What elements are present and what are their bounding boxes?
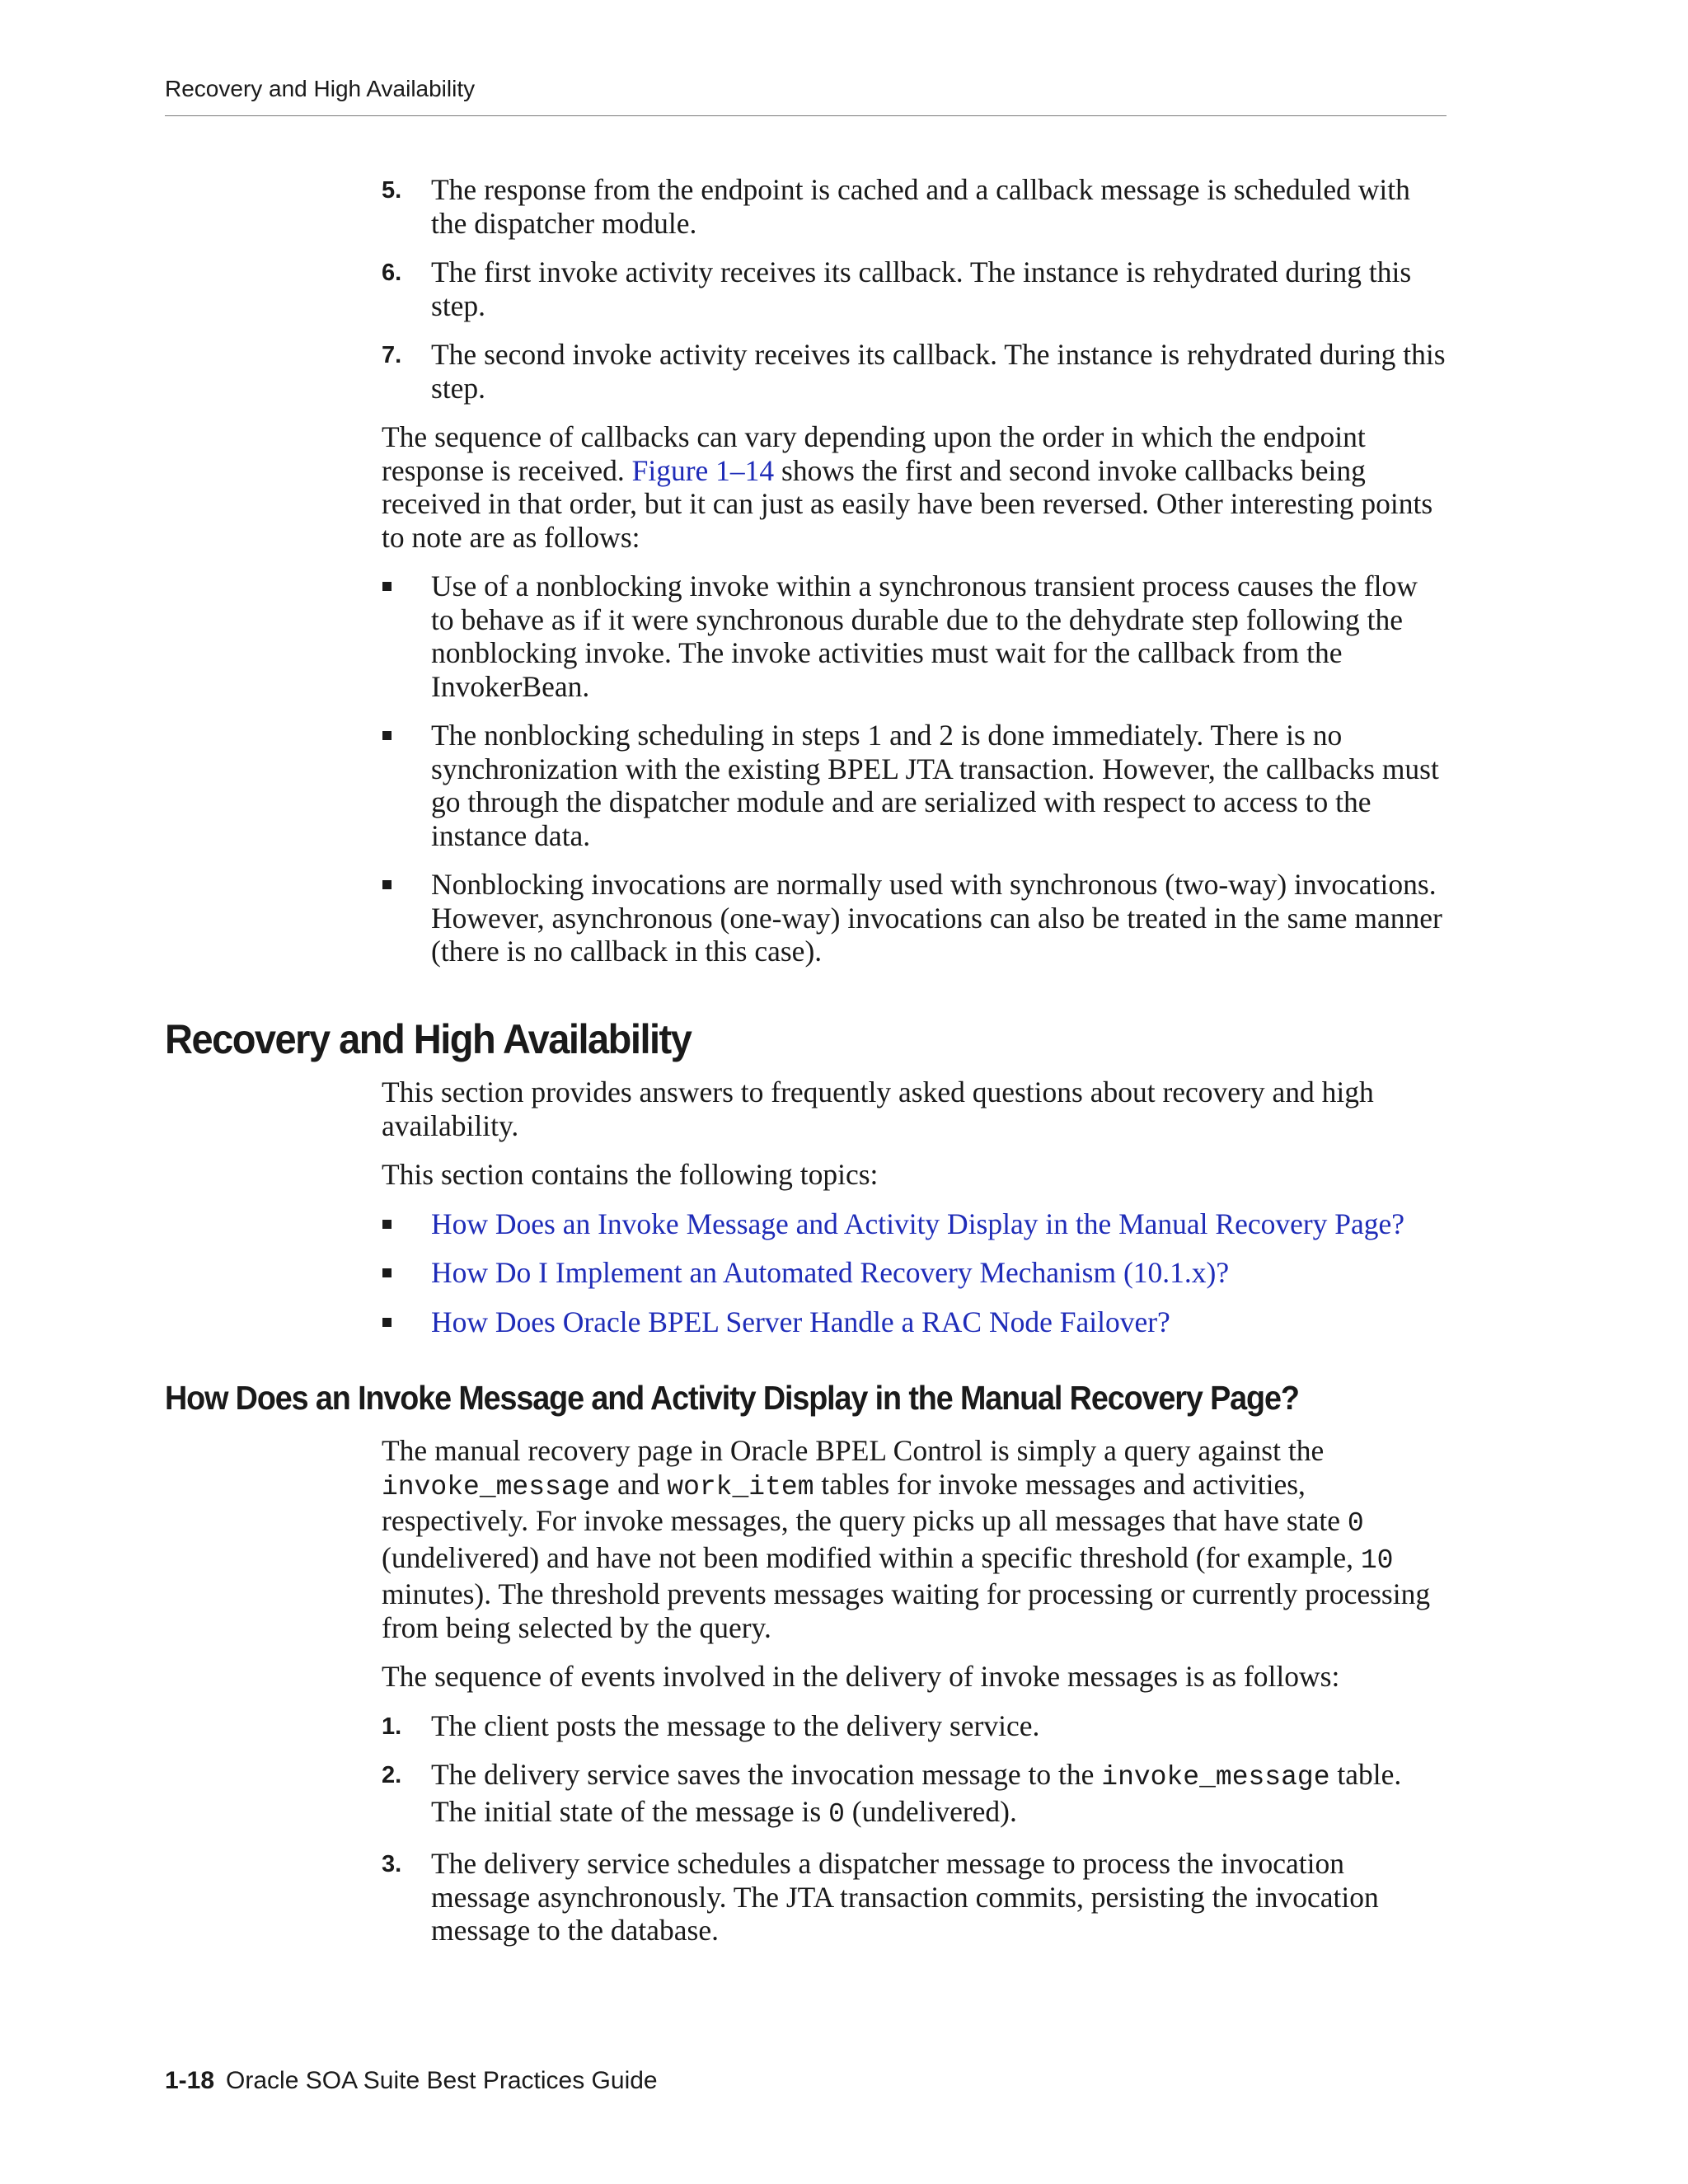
topic-item bbox=[382, 1256, 1447, 1290]
step-text: The delivery service schedules a dispatcher message to process the invocation message asynchronously. The JTA transaction commits, persisting the invocation message to the database. bbox=[431, 1847, 1379, 1947]
bullet-icon bbox=[382, 1220, 392, 1229]
bullet-text: The nonblocking scheduling in steps 1 and 2 is done immediately. There is no synchronization with the existing BPEL JTA transaction. However, the callbacks must go through the dispatcher module and are serialized with respect to access to the instance data. bbox=[431, 719, 1439, 852]
bullet-icon bbox=[382, 582, 392, 591]
text-run: The manual recovery page in Oracle BPEL Control is simply a query against the bbox=[382, 1434, 1325, 1467]
bullet-icon bbox=[382, 1318, 392, 1327]
code-invoke-message: invoke_message bbox=[382, 1471, 611, 1502]
topic-item bbox=[382, 1207, 1447, 1241]
bullet-icon bbox=[382, 1268, 392, 1277]
topic-item bbox=[382, 1305, 1447, 1339]
code-state: 0 bbox=[828, 1798, 845, 1830]
step-text: (undelivered). bbox=[851, 1794, 1017, 1828]
step-number: 2. bbox=[382, 1762, 402, 1788]
book-title: Oracle SOA Suite Best Practices Guide bbox=[226, 2067, 658, 2094]
subsection-body bbox=[382, 1434, 1447, 1947]
page-number: 1-18 bbox=[165, 2067, 215, 2094]
header-divider bbox=[165, 115, 1447, 116]
subsection-heading: How Does an Invoke Message and Activity Display in the Manual Recovery Page? bbox=[165, 1379, 1299, 1417]
list-number: 5. bbox=[382, 177, 402, 204]
section-body bbox=[382, 1076, 1447, 1338]
topic-link[interactable]: How Does an Invoke Message and Activity Display in the Manual Recovery Page? bbox=[431, 1207, 1405, 1240]
list-item bbox=[382, 173, 1447, 240]
bullet-icon bbox=[382, 731, 392, 740]
step-text: The client posts the message to the delivery service. bbox=[431, 1708, 1040, 1742]
list-item bbox=[382, 255, 1447, 322]
sequence-intro: The sequence of events involved in the delivery of invoke messages is as follows: bbox=[382, 1660, 1340, 1693]
text-run: (undelivered) and have not been modified within a specific threshold (for example, bbox=[382, 1540, 1353, 1574]
callback-paragraph bbox=[382, 420, 1447, 554]
topics-intro: This section contains the following topics: bbox=[382, 1158, 879, 1191]
step-number: 1. bbox=[382, 1713, 402, 1740]
step-item bbox=[382, 1847, 1447, 1947]
topic-link[interactable]: How Does Oracle BPEL Server Handle a RAC Node Failover? bbox=[431, 1305, 1170, 1338]
callback-text-after: shows the first and second invoke callbacks being received in that order, but it can just as easily have been reversed. Other interesting points to note are as follows: bbox=[382, 453, 1433, 554]
top-numbered-list bbox=[382, 173, 1447, 968]
page-footer bbox=[165, 2067, 658, 2095]
code-threshold: 10 bbox=[1360, 1544, 1394, 1576]
step-number: 3. bbox=[382, 1851, 402, 1877]
step-item bbox=[382, 1709, 1447, 1743]
code-invoke-message: invoke_message bbox=[1101, 1762, 1330, 1793]
list-text: The second invoke activity receives its callback. The instance is rehydrated during this step. bbox=[431, 338, 1446, 405]
bullet-item bbox=[382, 569, 1447, 703]
list-text: The response from the endpoint is cached and a callback message is scheduled with the dispatcher module. bbox=[431, 173, 1410, 240]
callback-text-before: The sequence of callbacks can vary depending upon the order in which the endpoint response is received. bbox=[382, 420, 1366, 487]
step-text: The delivery service saves the invocation message to the bbox=[431, 1758, 1095, 1791]
manual-recovery-paragraph bbox=[382, 1434, 1447, 1644]
code-state: 0 bbox=[1347, 1508, 1364, 1539]
step-item bbox=[382, 1758, 1447, 1831]
list-number: 6. bbox=[382, 260, 402, 286]
topic-link[interactable]: How Do I Implement an Automated Recovery Mechanism (10.1.x)? bbox=[431, 1256, 1230, 1289]
bullet-icon bbox=[382, 880, 392, 889]
section-heading: Recovery and High Availability bbox=[165, 1016, 692, 1062]
text-run: and bbox=[617, 1467, 660, 1501]
bullet-item bbox=[382, 868, 1447, 968]
running-header: Recovery and High Availability bbox=[165, 76, 476, 101]
code-work-item: work_item bbox=[667, 1471, 814, 1502]
text-run: tables for invoke messages and activities, respectively. For invoke messages, the query picks up all messages that have state bbox=[382, 1467, 1340, 1537]
list-number: 7. bbox=[382, 342, 402, 368]
figure-link[interactable]: Figure 1–14 bbox=[631, 453, 775, 487]
bullet-item bbox=[382, 719, 1447, 852]
list-text: The first invoke activity receives its callback. The instance is rehydrated during this step. bbox=[431, 255, 1412, 322]
bullet-text: Use of a nonblocking invoke within a synchronous transient process causes the flow to behave as if it were synchronous durable due to the dehydrate step following the nonblocking invoke. The invoke activities must wait for the callback from the InvokerBean. bbox=[431, 569, 1418, 703]
step-text: table. The initial state of the message is bbox=[431, 1758, 1402, 1828]
bullet-text: Nonblocking invocations are normally used with synchronous (two-way) invocations. However, asynchronous (one-way) invocations can also be treated in the same manner (there is no callback in this case). bbox=[431, 868, 1442, 968]
list-item bbox=[382, 338, 1447, 405]
text-run: minutes). The threshold prevents messages waiting for processing or currently processing from being selected by the query. bbox=[382, 1577, 1431, 1644]
section-intro: This section provides answers to frequently asked questions about recovery and high availability. bbox=[382, 1076, 1374, 1142]
